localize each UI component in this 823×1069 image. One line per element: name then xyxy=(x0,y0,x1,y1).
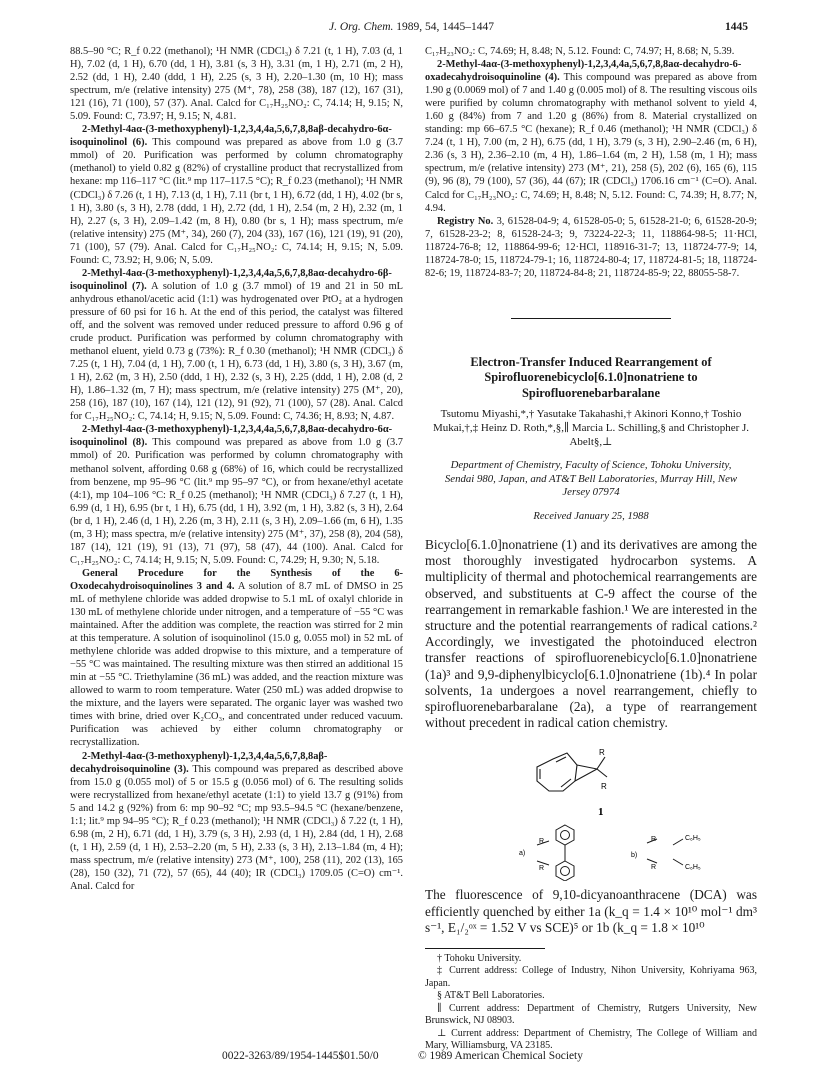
phenyl-label: C₆H₅ xyxy=(685,864,701,872)
footnote: § AT&T Bell Laboratories. xyxy=(437,990,545,1002)
substituent-label-r: R xyxy=(651,864,657,872)
compound-heading: 2-Methyl-4aα-(3-methoxyphenyl)-1,2,3,4,4a,5,6,7,8,8aα-decahydro-6β-isoquinolinol (7). xyxy=(70,267,392,292)
intro-paragraph: Bicyclo[6.1.0]nonatriene (1) and its derivatives are among the most thoroughly investigated hydrocarbon systems. A multiplicity of thermal and photochemical rearrangements are observed, and substituents at C-9 affect the course of the rearrangement in remarkable fashion.¹ We are interested in the structure and the potential rearrangements of radical cations.² Accordingly, we investigated the photoinduced electron transfer reactions of spirofluorenebicyclo[6.1.0]nonatriene (1a)³ and 9,9-diphenylbicyclo[6.1.0]nonatriene (1b).⁴ In polar solvents, 1a undergoes a novel rearrangement, chiefly to spirofluorenebarbaralane (2a), a type of rearrangement without precedent in radical cation chemistry. xyxy=(425,536,757,731)
fluorescence-paragraph: The fluorescence of 9,10-dicyanoanthracene (DCA) was efficiently quenched by either 1a (k_q = 1.4 × 10¹⁰ mol⁻¹ dm³ s⁻¹, E₁/₂ᵒˣ = 1.52 V vs SCE)⁵ or 1b (k_q = 1.8 × 10¹⁰ xyxy=(425,887,757,935)
bicyclononatriene-structure xyxy=(537,753,607,791)
experimental-paragraph-compound-6 xyxy=(70,123,403,267)
phenyl-label: C₆H₅ xyxy=(685,835,701,843)
fluorene-spiro-fragment xyxy=(537,825,574,881)
experimental-paragraph-compound-3 xyxy=(70,750,403,894)
substituent-label-r: R xyxy=(601,782,607,792)
page-number: 1445 xyxy=(725,21,748,33)
series-label-b: b) xyxy=(631,852,638,860)
article-divider xyxy=(511,318,671,319)
substituent-label-r: R xyxy=(539,865,545,873)
compound-heading: 2-Methyl-4aα-(3-methoxyphenyl)-1,2,3,4,4a,5,6,7,8,8aβ-decahydroisoquinoline (3). xyxy=(70,750,328,775)
experimental-paragraph-compound-8 xyxy=(70,423,403,567)
article-authors: Tsutomu Miyashi,*,† Yasutake Takahashi,† Akinori Konno,† Toshio Mukai,†,‡ Heinz D. Roth,*,§,∥ Marcia L. Schilling,§ and Christopher J. Abelt§,⊥ xyxy=(432,408,750,449)
copyright-notice: © 1989 American Chemical Society xyxy=(418,1050,583,1062)
compound-procedure: A solution of 1.0 g (3.7 mmol) of 19 and 21 in 50 mL anhydrous ethanol/acetic acid (1:1) was hydrogenated over PtO₂ at a hydrogen pressure of 60 psi for 16 h. At the end of this period, the catalyst was filtered off, and the solvent was removed under reduced pressure to afford 0.96 g of crude product. Purification was performed by column chromatography with methanol eluent, yield 0.73 g (73%): R_f 0.30 (methanol); ¹H NMR (CDCl₃) δ 7.25 (t, 1 H), 7.04 (d, 1 H), 7.00 (t, 1 H), 6.73 (dd, 1 H), 3.80 (s, 3 H), 3.67 (m, 1 H), 2.62 (m, 3 H), 2.50 (ddd, 1 H), 2.32 (s, 3 H), 2.25 (ddd, 1 H), 2.08 (d, 2 H), 1.86–1.32 (m, 7 H); mass spectrum, m/e (relative intensity) 275 (M⁺, 20), 258 (16), 187 (10), 167 (14), 121 (12), 91 (92), 71 (100), 57 (28). Anal. Calcd for C₁₇H₂₅NO₂: C, 74.14; H, 9.15; N, 5.09. Found: C, 74.36; H, 8.93; N, 4.87. xyxy=(70,280,403,423)
compound-procedure: This compound was prepared as above from 1.0 g (3.7 mmol) of 20. Purification was performed by column chromatography with methanol solvent, affording 0.68 g (68%) of 16, which could be recrystallized from benzene, mp 95–96 °C (lit.⁹ mp 95–97 °C), or from hexane/ethyl acetate (4:1), mp 104–106 °C: R_f 0.25 (methanol); ¹H NMR (CDCl₃) δ 7.27 (t, 1 H), 6.99 (d, 1 H), 6.95 (br t, 1 H), 6.75 (dd, 1 H), 3.92 (m, 1 H), 3.82 (s, 3 H), 2.64 (br d, 1 H), 2.46 (d, 1 H), 2.26 (m, 3 H), 2.11 (s, 3 H), 2.09–1.66 (m, 6 H), 1.35 (m, 3 H); mass spectra, m/e (relative intensity) 275 (M⁺, 37), 258 (8), 204 (58), 187 (14), 121 (19), 91 (13), 71 (97), 58 (47), 44 (100). Anal. Calcd for C₁₇H₂₅NO₂: C, 74.14; H, 9.15; N, 5.09. Found: C, 74.29; H, 9.30; N, 5.18. xyxy=(70,437,403,566)
compound-procedure: This compound was prepared as above from 1.90 g (0.0069 mol) of 7 and 1.40 g (0.005 mol) of 8. The resulting viscous oils were purified by column chromatography with methanol solvent to yield 4, 1.60 g (84%) from 7 and 1.20 g (86%) from 8. Material crystallized on standing: mp 66–67.5 °C (hexane); R_f 0.46 (methanol); ¹H NMR (CDCl₃) δ 7.24 (t, 1 H), 7.00 (m, 2 H), 6.75 (dd, 1 H), 3.79 (s, 3 H), 2.90–2.46 (m, 6 H), 2.36 (s, 3 H), 2.36–2.10 (m, 4 H), 1.86–1.64 (m, 2 H), 1.58 (m, 1 H); mass spectrum, m/e (relative intensity) 273 (M⁺, 21), 258 (5), 202 (6), 165 (6), 115 (9), 96 (8), 79 (100), 57 (36), 44 (67); IR (CDCl₃) 1706.16 cm⁻¹ (C=O). Anal. Calcd for C₁₇H₂₃NO₂: C, 74.69; H, 8.48; N, 5.12. Found: C, 74.39; H, 8.77; N, 4.94. xyxy=(425,72,757,214)
article-body-continued xyxy=(425,887,757,936)
article-received-date: Received January 25, 1988 xyxy=(533,510,649,522)
article-title: Electron-Transfer Induced Rearrangement of Spirofluorenebicyclo[6.1.0]nonatriene to Spirofluorenebarbaralane xyxy=(470,354,712,400)
series-label-a: a) xyxy=(519,850,526,858)
running-head-journal xyxy=(0,21,823,33)
chemical-structure-scheme xyxy=(425,735,757,881)
compound-heading: 2-Methyl-4aα-(3-methoxyphenyl)-1,2,3,4,4a,5,6,7,8,8aα-decahydro-6-oxadecahydroisoquinoline (4). xyxy=(425,59,742,84)
substituent-label-r: R xyxy=(539,838,545,846)
registry-list: 3, 61528-04-9; 4, 61528-05-0; 5, 61528-21-0; 6, 61528-20-9; 7, 61528-23-2; 8, 61528-24-3; 9, 73224-22-3; 11, 118864-98-5; 11·HCl, 118724-76-8; 12, 118864-99-6; 12·HCl, 118916-31-7; 13, 118724-77-9; 14, 118724-78-0; 15, 118724-79-1; 16, 118724-80-4; 17, 118724-81-5; 18, 118724-82-6; 19, 118724-83-7; 20, 118724-84-8; 21, 118724-85-9; 22, 88055-58-7. xyxy=(425,215,757,279)
experimental-paragraph-compound-4 xyxy=(425,58,757,215)
journal-citation: 1989, 54, 1445–1447 xyxy=(396,21,495,33)
footnote-divider xyxy=(425,948,545,949)
left-column xyxy=(70,45,403,893)
compound-procedure: This compound was prepared as above from 1.0 g (3.7 mmol) of 20. Purification was performed by column chromatography (methanol) to yield 0.82 g (82%) of crystalline product that recrystallized from hexane: mp 116–117 °C (lit.⁹ mp 117–117.5 °C); R_f 0.23 (methanol); ¹H NMR (CDCl₃) δ 7.26 (t, 1 H), 7.13 (d, 1 H), 7.11 (br t, 1 H), 6.72 (dd, 1 H), 4.02 (br s, 1 H), 3.80 (s, 3 H), 2.78 (ddd, 1 H), 2.72 (dd, 1 H), 2.54 (m, 2 H), 2.32 (m, 1 H), 2.27 (s, 3 H), 2.09–1.42 (m, 8 H), 0.80 (br s, 1 H); mass spectrum, m/e (relative intensity) 275 (M⁺, 34), 260 (7), 204 (33), 167 (16), 121 (19), 91 (20), 71 (100), 57 (79). Anal. Calcd for C₁₇H₂₅NO₂: C, 74.14; H, 9.15; N, 5.09. Found: C, 73.92; H, 9.06; N, 5.09. xyxy=(70,137,403,266)
compound-number-1: 1 xyxy=(598,806,604,819)
footnote: ‡ Current address: College of Industry, Nihon University, Kohriyama 963, Japan. xyxy=(425,965,757,989)
article-affiliation: Department of Chemistry, Faculty of Science, Tohoku University, Sendai 980, Japan, and AT&T Bell Laboratories, Murray Hill, New Jersey 07974 xyxy=(444,459,738,499)
footnote: † Tohoku University. xyxy=(437,952,522,964)
experimental-paragraph-continued: C₁₇H₂₃NO₂: C, 74.69; H, 8.48; N, 5.12. Found: C, 74.97; H, 8.68; N, 5.39. xyxy=(425,46,735,57)
journal-name: J. Org. Chem. xyxy=(328,21,394,33)
footnote: ⊥ Current address: Department of Chemistry, The College of William and Mary, Williamsburg, VA 23185. xyxy=(425,1027,757,1052)
procedure-heading: General Procedure for the Synthesis of the 6-Oxodecahydroisoquinolines 3 and 4. xyxy=(70,567,403,592)
experimental-paragraph-continued: 88.5–90 °C; R_f 0.22 (methanol); ¹H NMR (CDCl₃) δ 7.21 (t, 1 H), 7.03 (d, 1 H), 7.02 (d, 1 H), 6.70 (dd, 1 H), 3.81 (s, 3 H), 3.31 (m, 1 H), 2.71 (m, 2 H), 2.52 (dd, 1 H), 2.40 (ddd, 1 H), 2.25 (s, 3 H), 2.20–1.30 (m, 10 H); mass spectrum, m/e (relative intensity) 275 (M⁺, 78), 258 (38), 187 (12), 167 (31), 121 (16), 71 (100), 57 (37). Anal. Calcd for C₁₇H₂₅NO₂: C, 74.14; H, 9.15; N, 5.09. Found: C, 73.97; H, 9.15; N, 4.81. xyxy=(70,46,403,123)
compound-heading: 2-Methyl-4aα-(3-methoxyphenyl)-1,2,3,4,4a,5,6,7,8,8aα-decahydro-6α-isoquinolinol (8). xyxy=(70,424,393,449)
substituent-label-r: R xyxy=(599,748,605,758)
author-footnotes xyxy=(425,953,757,1053)
article-body-intro xyxy=(425,537,757,731)
running-head xyxy=(0,21,823,37)
experimental-paragraph-general-procedure xyxy=(70,567,403,750)
compound-heading: 2-Methyl-4aα-(3-methoxyphenyl)-1,2,3,4,4a,5,6,7,8,8aβ-decahydro-6α-isoquinolinol (6). xyxy=(70,124,392,149)
registry-label: Registry No. xyxy=(437,215,494,227)
footnote: ∥ Current address: Department of Chemistry, Rutgers University, New Brunswick, NJ 08903. xyxy=(425,1002,757,1027)
structure-drawing xyxy=(425,735,757,881)
procedure-text: A solution of 8.7 mL of DMSO in 25 mL of methylene chloride was added dropwise to 5.1 mL of oxalyl chloride in 130 mL of methylene chloride under nitrogen, and a temperature of −55 °C was maintained. After the addition was complete, the reaction was stirred for 2 min at this temperature. A solution of isoquinolinol (15.0 g, 0.055 mol) in 52 mL of methylene chloride was added dropwise to this mixture, and a temperature of −55 °C was maintained. The resulting mixture was then stirred an additional 15 min at −55 °C. Triethylamine (36 mL) was added, and the reaction mixture was allowed to warm to room temperature. Water (250 mL) was added dropwise to the mixture, and the layers were separated. The organic layer was washed two times with brine, dried over K₂CO₃, and concentrated under reduced vacuum. Purification was achieved by either column chromatography or recrystallization. xyxy=(70,580,403,749)
right-column xyxy=(425,45,757,1053)
substituent-label-r: R xyxy=(651,836,657,844)
registry-numbers xyxy=(425,215,757,280)
compound-procedure: This compound was prepared as described above from 15.0 g (0.055 mol) of 5 or 15.5 g (0.056 mol) of 6. The resulting solids were recrystallized from hexane/ethyl acetate (1:1) to yield 13.7 g (91%) from 5 and 14.2 g (92%) from 6: mp 90–92 °C; mp 93.5–94.5 °C (hexane/benzene, 1:1; lit.⁹ mp 94–95 °C); R_f 0.23 (methanol); ¹H NMR (CDCl₃) δ 7.22 (t, 1 H), 6.98 (m, 2 H), 6.71 (dd, 1 H), 3.79 (s, 3 H), 2.93 (d, 1 H), 2.84 (dd, 1 H), 2.68 (t, 1 H), 2.59 (d, 1 H), 2.53–2.20 (m, 5 H), 2.33 (s, 3 H), 2.13–1.84 (m, 4 H); mass spectrum, m/e (relative intensity) 273 (M⁺, 100), 258 (11), 202 (13), 165 (28), 150 (32), 71 (72), 57 (65), 44 (40); IR (CDCl₃) 1709.05 (C=O) cm⁻¹. Anal. Calcd for xyxy=(70,763,403,892)
article-code: 0022-3263/89/1954-1445$01.50/0 xyxy=(222,1050,379,1062)
experimental-paragraph-compound-7 xyxy=(70,267,403,424)
